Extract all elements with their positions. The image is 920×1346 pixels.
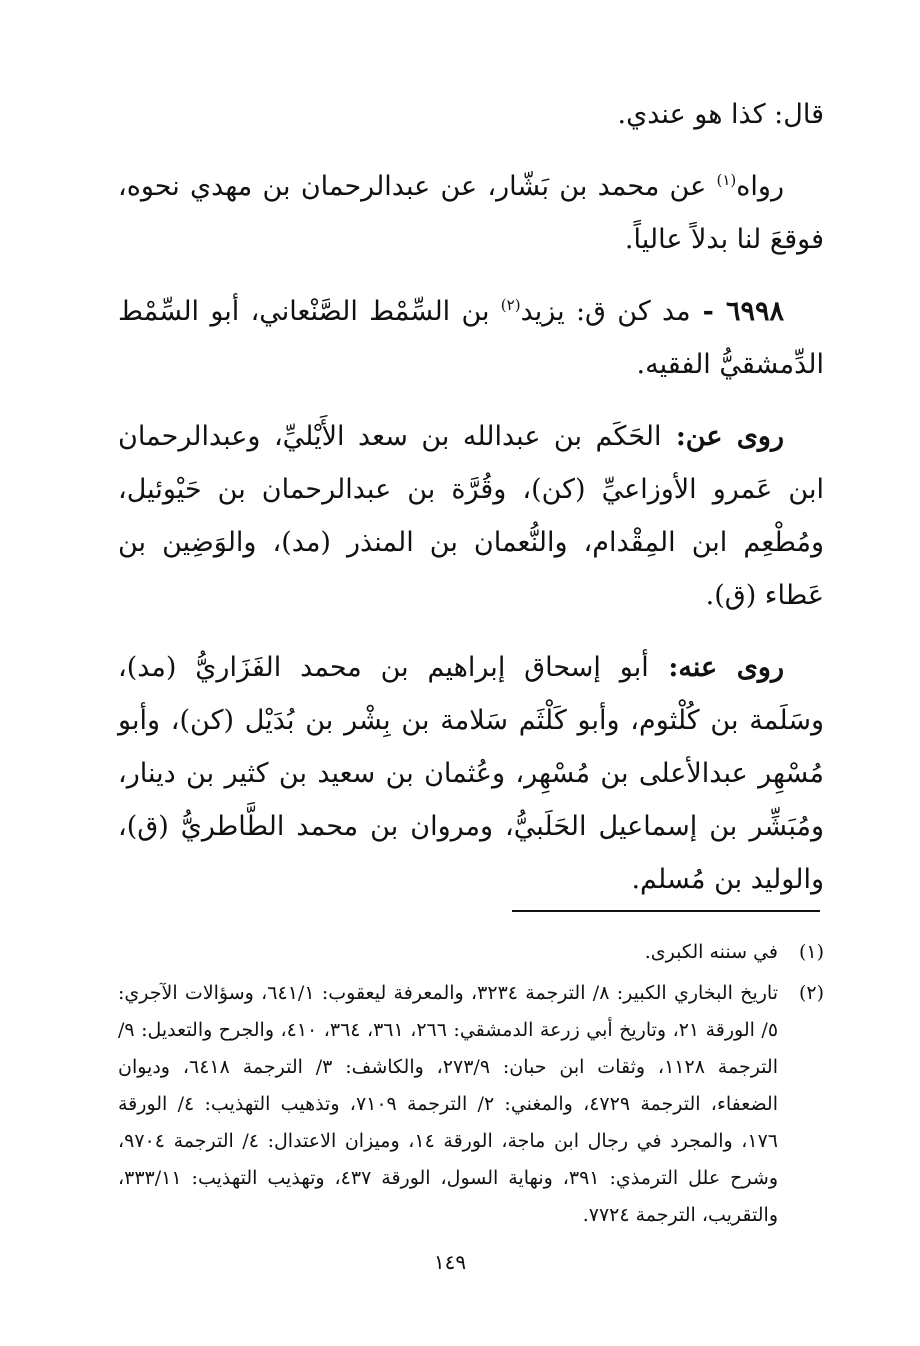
page-number: ١٤٩ — [433, 1250, 467, 1274]
footnote-1 — [118, 934, 824, 971]
footnotes — [118, 934, 824, 1238]
footnote-ref-1: (١) — [716, 171, 737, 189]
paragraph-text: قال: كذا هو عندي. — [617, 99, 824, 130]
narrated-from-text: الحَكَم بن عبدالله بن سعد الأَيْليِّ، وعبدالرحمان ابن عَمرو الأوزاعيِّ (كن)، وقُرَّة بن عبدالرحمان بن حَيْوئيل، ومُطْعِم ابن المِقْدام، والنُّعمان بن المنذر (مد)، والوَضِين بن عَطاء (ق). — [118, 421, 824, 611]
narrated-by-label: روى عنه: — [648, 652, 784, 683]
footnote-number: (١) — [798, 941, 824, 963]
footnote-separator — [512, 910, 820, 912]
entry-heading — [118, 285, 824, 391]
paragraph-riwaya — [118, 160, 824, 266]
paragraph-qala — [118, 88, 824, 141]
paragraph-narrated-by — [118, 641, 824, 906]
footnote-number: (٢) — [798, 982, 824, 1004]
paragraph-text-end: عن محمد بن بَشّار، عن عبدالرحمان بن مهدي نحوه، فوقعَ لنا بدلاً عالياً. — [118, 171, 824, 255]
entry-number: ٦٩٩٨ - — [690, 296, 784, 327]
paragraph-narrated-from — [118, 410, 824, 622]
main-text — [118, 88, 824, 925]
entry-name-end: بن السِّمْط الصَّنْعاني، أبو السِّمْط الدِّمشقيُّ الفقيه. — [118, 296, 824, 380]
footnote-text: تاريخ البخاري الكبير: ٨/ الترجمة ٣٢٣٤، والمعرفة ليعقوب: ٦٤١/١، وسؤالات الآجري: ٥/ الورقة ٢١، وتاريخ أبي زرعة الدمشقي: ٢٦٦، ٣٦١، ٣٦٤، ٤١٠، والجرح والتعديل: ٩/ الترجمة ١١٢٨، وثقات ابن حبان: ٢٧٣/٩، والكاشف: ٣/ الترجمة ٦٤١٨، وديوان الضعفاء، الترجمة ٤٧٢٩، والمغني: ٢/ الترجمة ٧١٠٩، وتذهيب التهذيب: ٤/ الورقة ١٧٦، والمجرد في رجال ابن ماجة، الورقة ١٤، وميزان الاعتدال: ٤/ الترجمة ٩٧٠٤، وشرح علل الترمذي: ٣٩١، ونهاية السول، الورقة ٤٣٧، وتهذيب التهذيب: ٣٣٣/١١، والتقريب، الترجمة ٧٧٢٤. — [118, 982, 779, 1226]
paragraph-text-start: رواه — [736, 171, 784, 202]
entry-name-start: مد كن ق: يزيد — [520, 296, 691, 327]
narrated-from-label: روى عن: — [661, 421, 784, 452]
footnote-2 — [118, 975, 824, 1234]
footnote-text: في سننه الكبرى. — [644, 941, 778, 963]
footnote-ref-2: (٢) — [500, 296, 521, 314]
narrated-by-text: أبو إسحاق إبراهيم بن محمد الفَزَاريُّ (مد)، وسَلَمة بن كُلْثوم، وأبو كَلْثَم سَلامة بن بِشْر بن بُدَيْل (كن)، وأبو مُسْهِر عبدالأعلى بن مُسْهِر، وعُثمان بن سعيد بن كثير بن دينار، ومُبَشِّر بن إسماعيل الحَلَبيُّ، ومروان بن محمد الطَّاطريُّ (ق)، والوليد بن مُسلم. — [118, 652, 824, 895]
